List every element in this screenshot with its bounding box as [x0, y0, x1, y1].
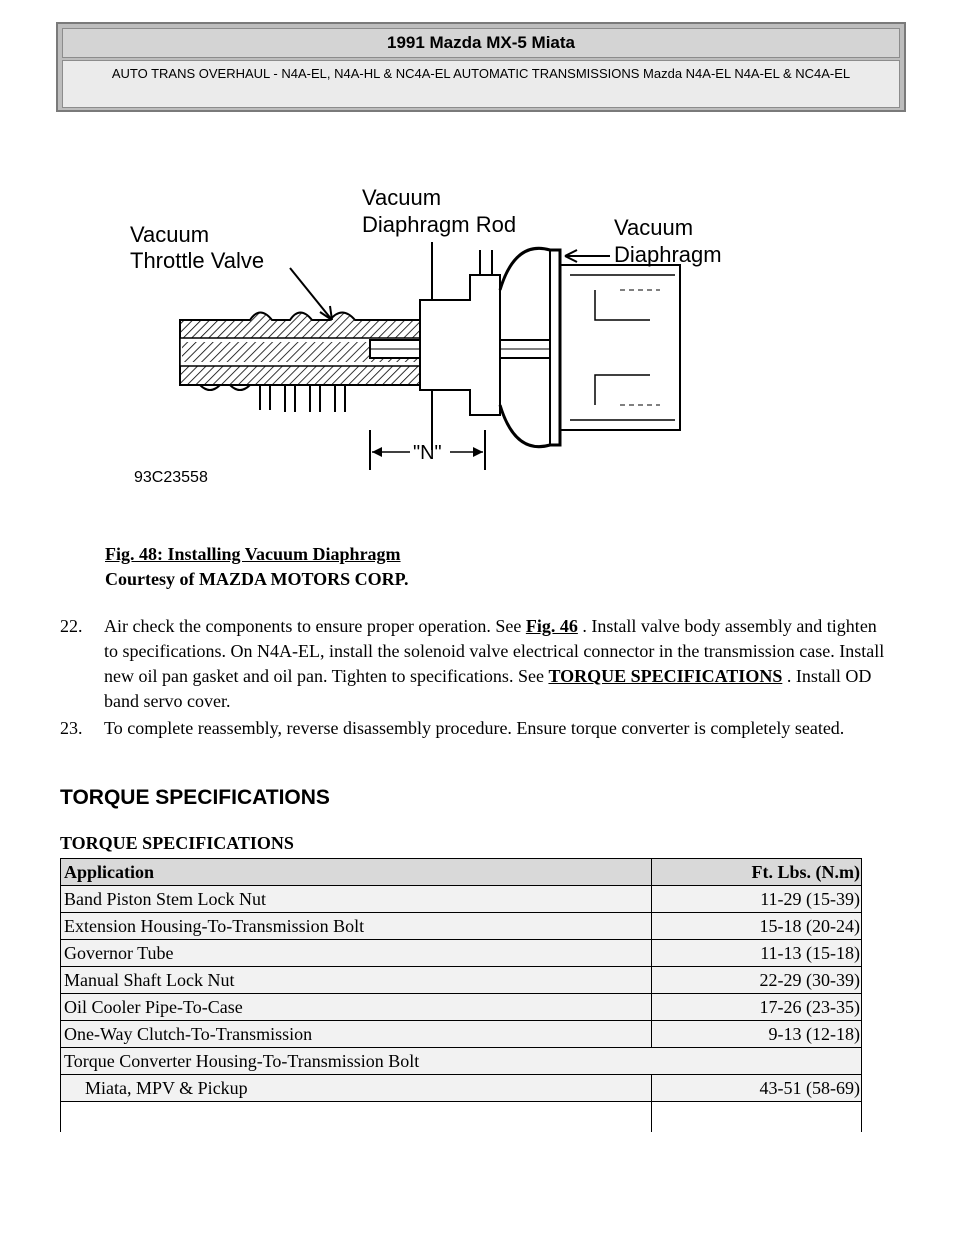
- section-heading: TORQUE SPECIFICATIONS: [60, 786, 330, 809]
- label-throttle-valve-1: Vacuum: [130, 222, 210, 247]
- torque-spec-table: [60, 858, 862, 1132]
- application-cell: Extension Housing-To-Transmission Bolt: [61, 913, 652, 940]
- figure-code: 93C23558: [134, 469, 208, 486]
- table-row: [61, 886, 862, 913]
- step-text: To complete reassembly, reverse disassembly procedure. Ensure torque converter is completely seated.: [104, 718, 845, 738]
- table-caption: TORQUE SPECIFICATIONS: [60, 833, 294, 853]
- label-throttle-valve-2: Throttle Valve: [130, 248, 265, 273]
- document-subtitle: AUTO TRANS OVERHAUL - N4A-EL, N4A-HL & NC4A-EL AUTOMATIC TRANSMISSIONS Mazda N4A-EL N4A-EL & NC4A-EL: [62, 60, 900, 108]
- torque-cell: 43-51 (58-69): [652, 1075, 862, 1102]
- label-diaphragm-2: Diaphragm: [614, 242, 722, 267]
- label-diaphragm-rod-2: Diaphragm Rod: [362, 212, 517, 237]
- group-label-cell: Torque Converter Housing-To-Transmission Bolt: [61, 1048, 862, 1075]
- step-text: Air check the components to ensure proper operation. See Fig. 46 . Install valve body assembly and tighten to specifications. On N4A-EL, install the solenoid valve electrical connector in the transmission case. Install new oil pan gasket and oil pan. Tighten to specifications. See TORQUE SPECIFICATIONS . Install OD band servo cover.: [104, 616, 885, 711]
- table-row: [61, 913, 862, 940]
- table-header-row: [61, 859, 862, 886]
- label-diaphragm-1: Vacuum: [614, 215, 694, 240]
- torque-cell: 22-29 (30-39): [652, 967, 862, 994]
- application-cell: Governor Tube: [61, 940, 652, 967]
- application-cell: Band Piston Stem Lock Nut: [61, 886, 652, 913]
- table-row: [61, 940, 862, 967]
- document-title: 1991 Mazda MX-5 Miata: [62, 28, 900, 58]
- application-cell: Miata, MPV & Pickup: [61, 1075, 652, 1102]
- table-group-row: [61, 1048, 862, 1075]
- empty-cell: [61, 1102, 652, 1133]
- table-row: [61, 1021, 862, 1048]
- column-header-application: Application: [61, 859, 652, 886]
- torque-cell: 9-13 (12-18): [652, 1021, 862, 1048]
- table-row: [61, 1075, 862, 1102]
- label-diaphragm-rod-1: Vacuum: [362, 185, 442, 210]
- vacuum-diaphragm-diagram: [120, 180, 760, 500]
- fig-46-link[interactable]: Fig. 46: [525, 616, 578, 636]
- torque-cell: 11-13 (15-18): [652, 940, 862, 967]
- table-row-blank: [61, 1102, 862, 1133]
- step-number: 22.: [60, 616, 83, 636]
- empty-cell: [652, 1102, 862, 1133]
- torque-cell: 17-26 (23-35): [652, 994, 862, 1021]
- torque-specifications-link[interactable]: TORQUE SPECIFICATIONS: [548, 666, 783, 686]
- table-row: [61, 967, 862, 994]
- torque-cell: 15-18 (20-24): [652, 913, 862, 940]
- table-row: [61, 994, 862, 1021]
- valve-body-drawing: [180, 248, 680, 470]
- dimension-n-label: "N": [413, 442, 442, 464]
- figure-caption-credit: Courtesy of MAZDA MOTORS CORP.: [105, 569, 409, 589]
- figure-caption-title[interactable]: Fig. 48: Installing Vacuum Diaphragm: [105, 544, 401, 564]
- application-cell: One-Way Clutch-To-Transmission: [61, 1021, 652, 1048]
- application-cell: Manual Shaft Lock Nut: [61, 967, 652, 994]
- step-number: 23.: [60, 718, 83, 738]
- document-header: [56, 22, 906, 112]
- column-header-torque: Ft. Lbs. (N.m): [652, 859, 862, 886]
- figure-caption: [105, 542, 409, 592]
- application-cell: Oil Cooler Pipe-To-Case: [61, 994, 652, 1021]
- torque-cell: 11-29 (15-39): [652, 886, 862, 913]
